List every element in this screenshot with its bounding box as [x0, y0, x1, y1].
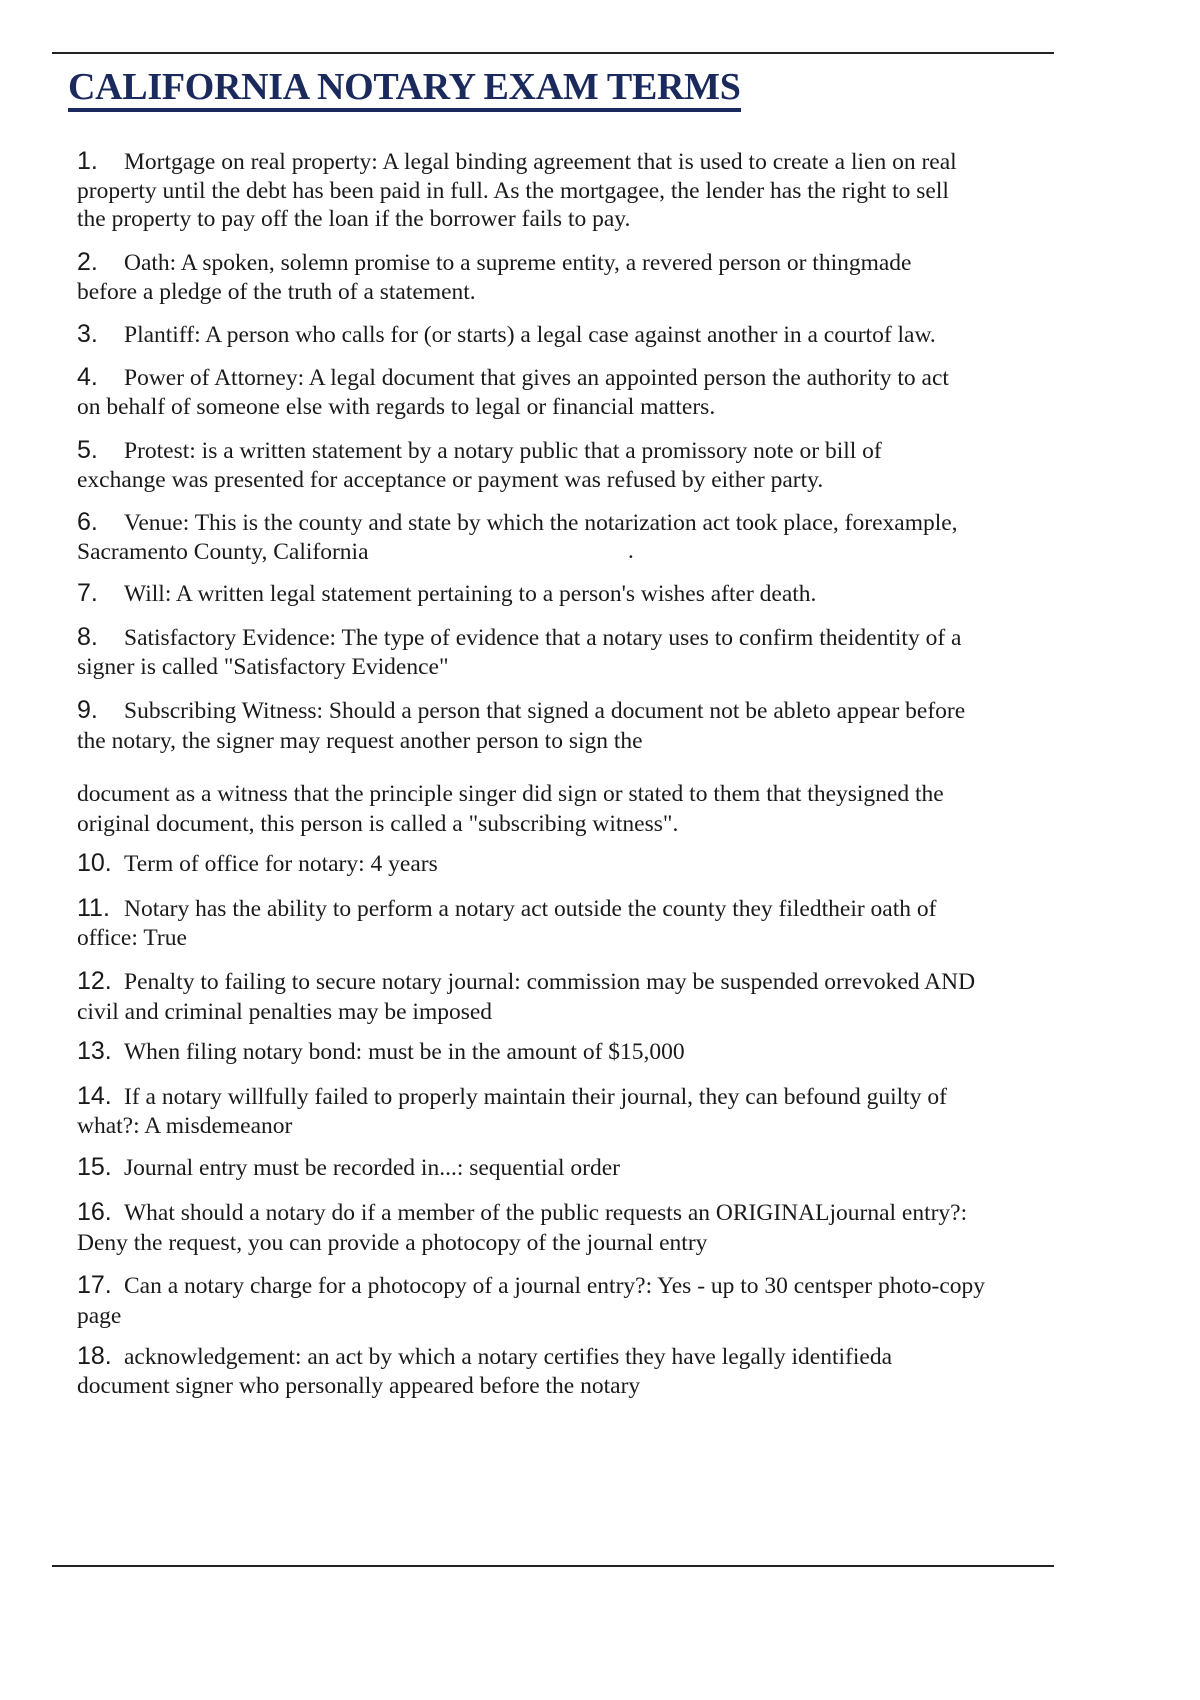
- term-line: [77, 849, 1067, 879]
- term-text: on behalf of someone else with regards to legal or financial matters.: [77, 393, 716, 420]
- term-number: 17.: [77, 1271, 112, 1299]
- term-number: 4.: [77, 363, 98, 391]
- term-text: Will: A written legal statement pertaining to a person's wishes after death.: [124, 581, 817, 607]
- term-number: 1.: [77, 147, 98, 175]
- term-number: 14.: [77, 1082, 112, 1110]
- term-line: [77, 1342, 1067, 1372]
- term-text: Protest: is a written statement by a notary public that a promissory note or bill of: [124, 438, 882, 464]
- term-item: [77, 623, 1067, 681]
- term-line: [77, 966, 1067, 997]
- term-number: 18.: [77, 1342, 112, 1370]
- term-item: [77, 1152, 1067, 1183]
- term-text: Mortgage on real property: A legal binding agreement that is used to create a lien on real: [124, 149, 957, 175]
- term-line: [77, 1112, 1067, 1141]
- term-line: [77, 508, 1067, 538]
- term-text: the property to pay off the loan if the borrower fails to pay.: [77, 206, 631, 232]
- term-number: 11.: [77, 894, 110, 922]
- term-text: document as a witness that the principle singer did sign or stated to them that theysigned the: [77, 781, 944, 807]
- term-number: 10.: [77, 849, 112, 877]
- term-text: property until the debt has been paid in full. As the mortgagee, the lender has the right to sell: [77, 177, 949, 204]
- term-line: [77, 363, 1067, 393]
- term-number: 16.: [77, 1198, 112, 1226]
- term-text: document signer who personally appeared before the notary: [77, 1373, 641, 1399]
- term-text: Plantiff: A person who calls for (or starts) a legal case against another in a courtof law.: [124, 322, 936, 348]
- term-item: [77, 436, 1067, 494]
- term-text: page: [77, 1303, 122, 1329]
- term-item: [77, 849, 1067, 879]
- term-number: 15.: [77, 1153, 112, 1181]
- term-text: what?: A misdemeanor: [77, 1113, 293, 1139]
- term-text: If a notary willfully failed to properly maintain their journal, they can befound guilty of: [124, 1084, 947, 1110]
- term-item: [77, 695, 1067, 756]
- term-number: 5.: [77, 436, 98, 464]
- term-item: [77, 579, 1067, 609]
- term-number: 13.: [77, 1037, 112, 1065]
- term-line: [77, 177, 1067, 206]
- term-line: [77, 466, 1067, 495]
- term-number: 6.: [77, 508, 98, 536]
- page-title: CALIFORNIA NOTARY EXAM TERMS: [68, 66, 741, 112]
- term-item: [77, 1082, 1067, 1141]
- term-line: [77, 1082, 1067, 1112]
- term-line: [77, 320, 1067, 350]
- term-text: office: True: [77, 925, 187, 951]
- term-text: acknowledgement: an act by which a notary certifies they have legally identifieda: [124, 1344, 893, 1370]
- term-text: Oath: A spoken, solemn promise to a supreme entity, a revered person or thingmade: [124, 250, 912, 276]
- term-line: [77, 248, 1067, 278]
- term-text: exchange was presented for acceptance or payment was refused by either party.: [77, 466, 824, 493]
- term-text: Sacramento County, California: [77, 538, 369, 565]
- term-line: [77, 147, 1067, 177]
- term-line: [77, 1372, 1067, 1401]
- term-line: [77, 623, 1067, 653]
- term-text: signer is called "Satisfactory Evidence": [77, 653, 449, 680]
- term-text: Can a notary charge for a photocopy of a journal entry?: Yes - up to 30 centsper photo-copy: [124, 1273, 985, 1299]
- term-item: [77, 1342, 1067, 1401]
- bottom-rule: [52, 1565, 1054, 1567]
- term-item: [77, 147, 1067, 234]
- term-item: [77, 1037, 1067, 1067]
- term-line: [77, 1197, 1067, 1228]
- term-item: [77, 894, 1067, 953]
- stray-mark: .: [628, 538, 634, 563]
- term-line: [77, 1228, 1067, 1258]
- term-text: before a pledge of the truth of a statement.: [77, 278, 476, 305]
- term-item: [77, 1270, 1067, 1331]
- term-number: 3.: [77, 320, 98, 348]
- term-line: [77, 894, 1067, 924]
- term-line: [77, 538, 1067, 567]
- term-line: [77, 809, 1067, 839]
- term-text: What should a notary do if a member of the public requests an ORIGINALjournal entry?:: [124, 1200, 968, 1226]
- term-line: [77, 1037, 1067, 1067]
- term-item: [77, 1197, 1067, 1258]
- term-line: [77, 205, 1067, 234]
- term-text: Venue: This is the county and state by which the notarization act took place, forexample,: [124, 510, 958, 536]
- term-line: [77, 579, 1067, 609]
- term-line: [77, 393, 1067, 422]
- term-item: [77, 320, 1067, 350]
- top-rule: [52, 52, 1054, 54]
- term-item: [77, 363, 1067, 421]
- term-line: [77, 779, 1067, 809]
- term-item: [77, 508, 1067, 566]
- term-text: original document, this person is called a "subscribing witness".: [77, 811, 679, 837]
- term-item: [77, 248, 1067, 306]
- term-text: civil and criminal penalties may be imposed: [77, 999, 493, 1025]
- term-text: Journal entry must be recorded in...: sequential order: [124, 1155, 620, 1181]
- term-line: [77, 1301, 1067, 1331]
- term-text: Subscribing Witness: Should a person that signed a document not be ableto appear before: [124, 698, 966, 724]
- term-text: the notary, the signer may request another person to sign the: [77, 728, 643, 754]
- term-item: [77, 966, 1067, 1027]
- term-text: Term of office for notary: 4 years: [124, 851, 438, 877]
- term-text: When filing notary bond: must be in the amount of $15,000: [124, 1039, 685, 1065]
- term-text: Penalty to failing to secure notary journal: commission may be suspended orrevoked AND: [124, 969, 976, 995]
- term-line: [77, 997, 1067, 1027]
- term-number: 7.: [77, 579, 98, 607]
- term-line: [77, 653, 1067, 682]
- term-number: 2.: [77, 248, 98, 276]
- term-line: [77, 278, 1067, 307]
- term-number: 8.: [77, 623, 98, 651]
- term-line: [77, 924, 1067, 953]
- term-number: 9.: [77, 696, 98, 724]
- term-text: Power of Attorney: A legal document that gives an appointed person the authority to act: [124, 365, 949, 391]
- term-text: Deny the request, you can provide a photocopy of the journal entry: [77, 1230, 708, 1256]
- term-line: [77, 436, 1067, 466]
- term-item-continuation: [77, 779, 1067, 839]
- term-number: 12.: [77, 967, 112, 995]
- term-line: [77, 1270, 1067, 1301]
- term-line: [77, 695, 1067, 726]
- term-line: [77, 1152, 1067, 1183]
- term-line: [77, 726, 1067, 756]
- term-text: Notary has the ability to perform a notary act outside the county they filedtheir oath of: [124, 896, 937, 922]
- term-text: Satisfactory Evidence: The type of evidence that a notary uses to confirm theidentity of a: [124, 625, 962, 651]
